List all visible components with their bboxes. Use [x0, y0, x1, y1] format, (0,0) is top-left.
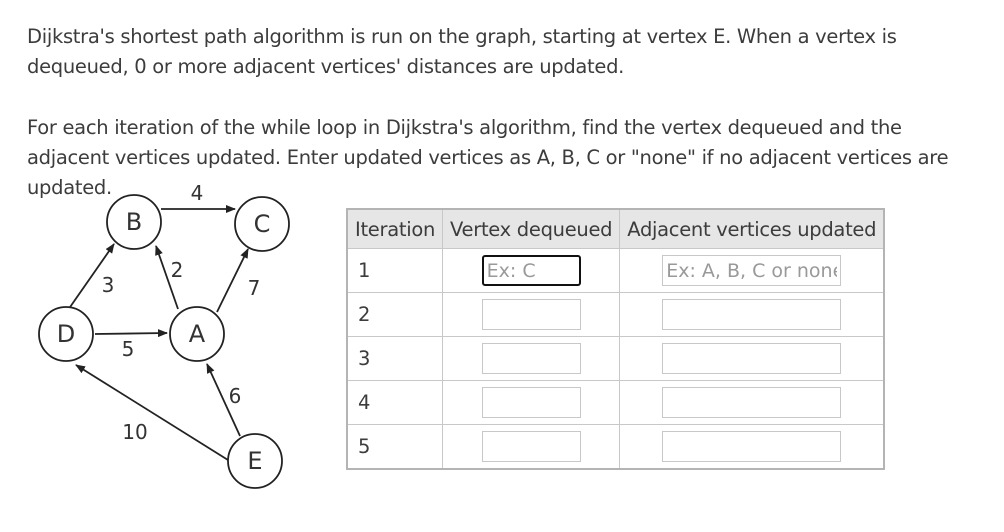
vertex-dequeued-input-5[interactable] — [482, 431, 581, 462]
header-vertex-dequeued: Vertex dequeued — [443, 209, 620, 249]
edge-a-c — [217, 249, 248, 312]
question-text-paragraph-1: Dijkstra's shortest path algorithm is run on the graph, starting at vertex E. When a vertex is dequeued, 0 or more adjacent vertices' distances are updated. — [27, 25, 897, 78]
edge-weight-a-b: 2 — [170, 258, 184, 282]
edge-weight-e-d: 10 — [122, 420, 148, 444]
vertex-dequeued-input-3[interactable] — [482, 343, 581, 374]
graph-diagram — [0, 0, 330, 532]
table-row — [347, 293, 884, 337]
vertex-dequeued-input-2[interactable] — [482, 299, 581, 330]
header-iteration: Iteration — [347, 209, 443, 249]
vertex-a-label: A — [188, 320, 206, 348]
adjacent-updated-cell — [620, 337, 884, 381]
table-header-row — [347, 209, 884, 249]
vertex-c-label: C — [253, 210, 271, 238]
iteration-number: 3 — [347, 337, 443, 381]
vertex-dequeued-input-1[interactable] — [482, 255, 581, 286]
edge-weight-d-b: 3 — [101, 273, 115, 297]
adjacent-updated-cell — [620, 381, 884, 425]
table-row — [347, 381, 884, 425]
adjacent-updated-input-5[interactable] — [662, 431, 841, 462]
adjacent-updated-cell — [620, 293, 884, 337]
adjacent-updated-cell — [620, 249, 884, 293]
adjacent-updated-cell — [620, 425, 884, 470]
vertex-e-label: E — [247, 447, 263, 475]
edge-weight-d-a: 5 — [121, 337, 135, 361]
vertex-dequeued-cell — [443, 381, 620, 425]
edge-d-a — [95, 333, 167, 334]
vertex-dequeued-cell — [443, 249, 620, 293]
adjacent-updated-input-3[interactable] — [662, 343, 841, 374]
iteration-number: 5 — [347, 425, 443, 470]
vertex-dequeued-cell — [443, 293, 620, 337]
vertex-dequeued-cell — [443, 337, 620, 381]
table-row — [347, 249, 884, 293]
adjacent-updated-input-2[interactable] — [662, 299, 841, 330]
vertex-d-label: D — [56, 320, 76, 348]
header-adjacent-vertices-updated: Adjacent vertices updated — [620, 209, 884, 249]
question-text-paragraph-2: For each iteration of the while loop in Dijkstra's algorithm, find the vertex dequeued and the adjacent vertices updated. Enter updated vertices as A, B, C or "none" if no adjacent vertices are updated. — [27, 116, 949, 199]
edge-weight-b-c: 4 — [190, 181, 204, 205]
dijkstra-iterations-table — [346, 208, 885, 470]
edge-weight-a-c: 7 — [247, 276, 261, 300]
adjacent-updated-input-4[interactable] — [662, 387, 841, 418]
iteration-number: 1 — [347, 249, 443, 293]
edge-weight-e-a: 6 — [228, 384, 242, 408]
vertex-dequeued-cell — [443, 425, 620, 470]
vertex-dequeued-input-4[interactable] — [482, 387, 581, 418]
iteration-number: 2 — [347, 293, 443, 337]
adjacent-updated-input-1[interactable] — [662, 255, 841, 286]
table-row — [347, 337, 884, 381]
iteration-number: 4 — [347, 381, 443, 425]
table-row — [347, 425, 884, 470]
vertex-b-label: B — [125, 208, 143, 236]
edge-e-d — [76, 365, 228, 460]
